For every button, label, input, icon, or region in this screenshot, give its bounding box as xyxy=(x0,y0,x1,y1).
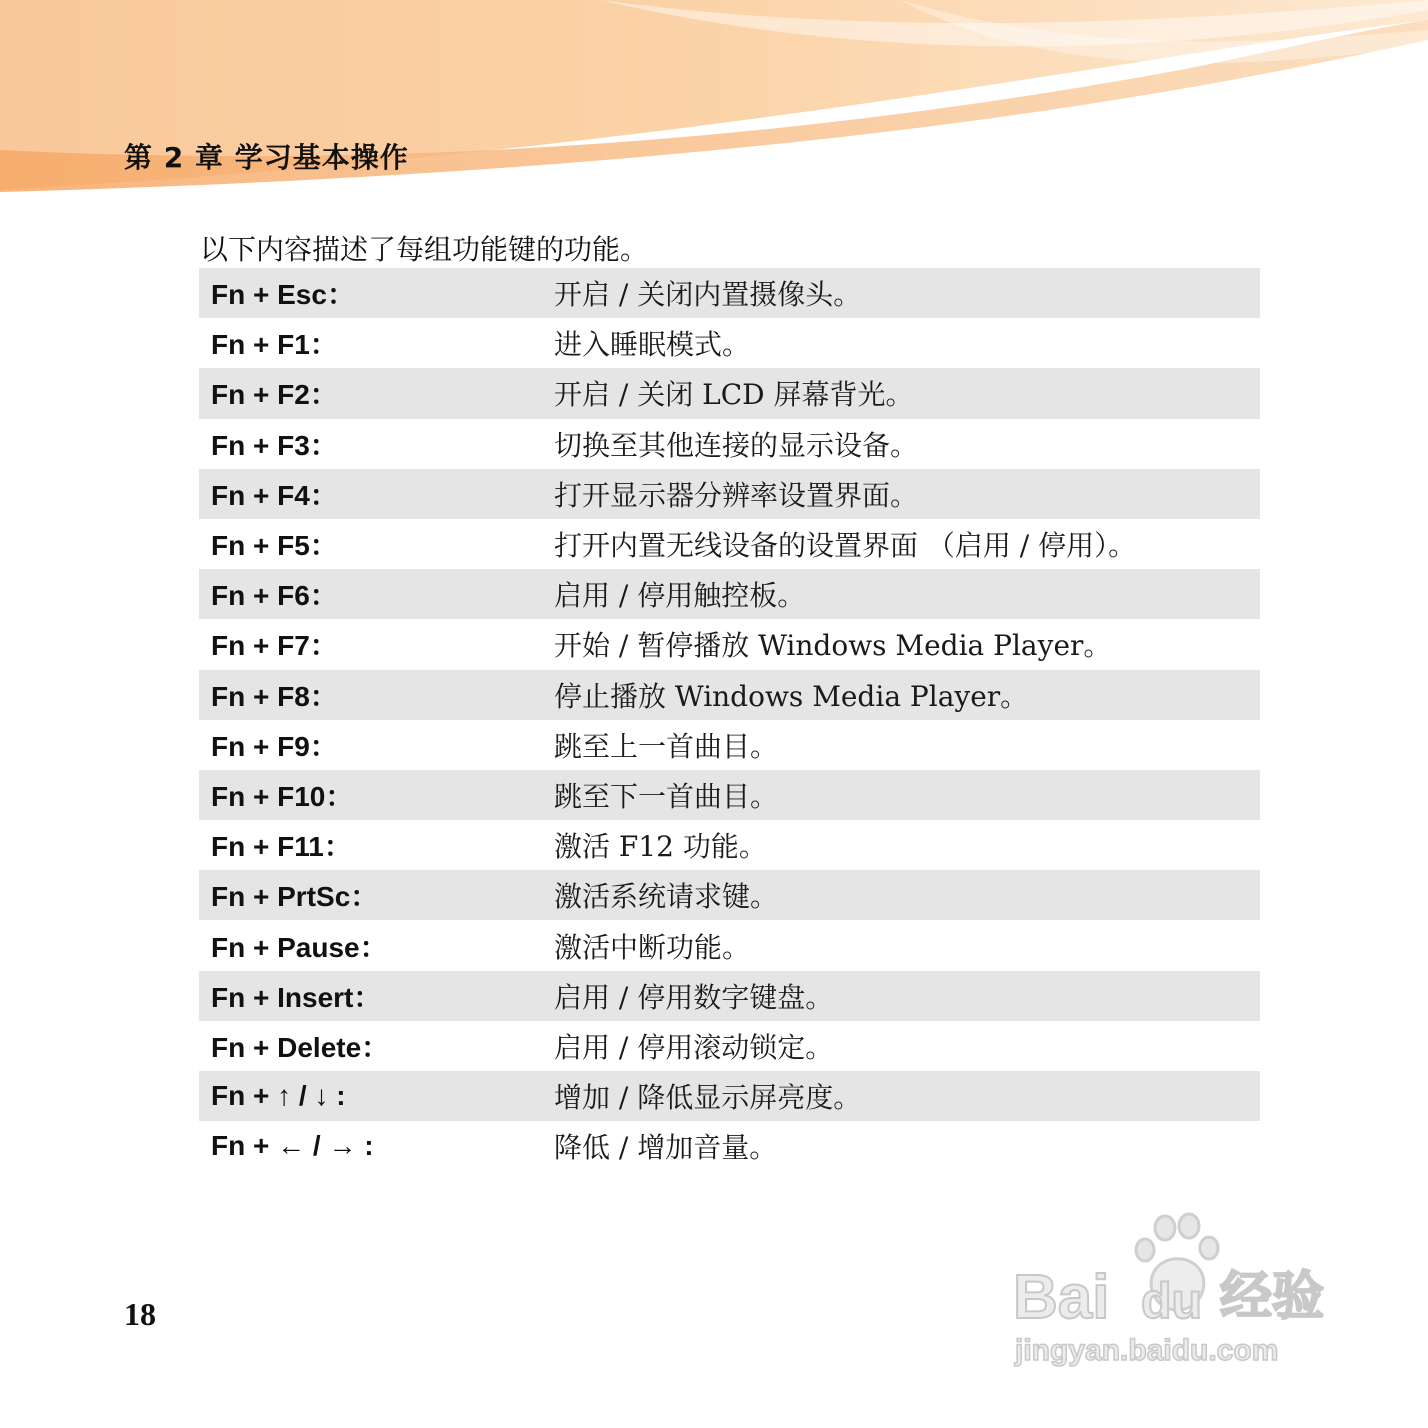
table-row xyxy=(199,870,1260,920)
function-key-table xyxy=(199,268,1260,1171)
key-combo: Fn + F5： xyxy=(211,530,338,562)
key-combo: Fn + Delete： xyxy=(211,1031,390,1063)
key-description: 开启 / 关闭内置摄像头。 xyxy=(554,268,1260,318)
key-combo: Fn + F9： xyxy=(211,730,338,762)
key-description: 跳至下一首曲目。 xyxy=(554,770,1260,820)
table-row xyxy=(199,1071,1260,1121)
chapter-title: 第 2 章 学习基本操作 xyxy=(124,141,409,174)
key-description: 切换至其他连接的显示设备。 xyxy=(554,428,919,462)
table-row xyxy=(199,1021,1260,1071)
key-combo: Fn + F4： xyxy=(199,469,554,519)
table-row xyxy=(199,619,1260,669)
key-description: 激活中断功能。 xyxy=(554,930,751,964)
svg-text:经验: 经验 xyxy=(1220,1267,1325,1327)
key-combo: Fn + ← / → : xyxy=(211,1130,374,1162)
key-combo: Fn + F8： xyxy=(199,670,554,720)
table-row xyxy=(199,318,1260,368)
key-combo: Fn + F7： xyxy=(211,630,338,662)
watermark-url: jingyan.baidu.com xyxy=(1015,1334,1279,1367)
key-description: 跳至上一首曲目。 xyxy=(554,729,779,763)
key-description: 打开显示器分辨率设置界面。 xyxy=(554,469,1260,519)
key-description: 降低 / 增加音量。 xyxy=(554,1131,778,1165)
page-number: 18 xyxy=(124,1296,156,1332)
key-description: 进入睡眠模式。 xyxy=(554,328,751,362)
intro-text: 以下内容描述了每组功能键的功能。 xyxy=(200,233,649,266)
key-description: 启用 / 停用数字键盘。 xyxy=(554,971,1260,1021)
key-combo: Fn + F11： xyxy=(211,831,352,863)
baidu-watermark-logo xyxy=(1005,1210,1350,1375)
svg-text:du: du xyxy=(1141,1273,1203,1329)
key-combo: Fn + F1： xyxy=(211,329,338,361)
key-description: 开始 / 暂停播放 Windows Media Player。 xyxy=(554,629,1112,663)
key-combo: Fn + F3： xyxy=(211,429,338,461)
key-description: 停止播放 Windows Media Player。 xyxy=(554,670,1260,720)
key-description: 激活 F12 功能。 xyxy=(554,830,767,864)
key-combo: Fn + Insert： xyxy=(199,971,554,1021)
key-combo: Fn + F6： xyxy=(199,569,554,619)
table-row xyxy=(199,419,1260,469)
table-row xyxy=(199,368,1260,418)
key-combo: Fn + F10： xyxy=(199,770,554,820)
table-row xyxy=(199,670,1260,720)
svg-text:Bai: Bai xyxy=(1013,1263,1110,1332)
key-description: 激活系统请求键。 xyxy=(554,870,1260,920)
table-row xyxy=(199,1121,1260,1171)
key-description: 打开内置无线设备的设置界面 （启用 / 停用）。 xyxy=(554,529,1137,563)
key-combo: Fn + PrtSc： xyxy=(199,870,554,920)
key-combo: Fn + ↑ / ↓ : xyxy=(199,1071,554,1121)
key-description: 启用 / 停用触控板。 xyxy=(554,569,1260,619)
key-combo: Fn + F2： xyxy=(199,368,554,418)
table-row xyxy=(199,920,1260,970)
key-combo: Fn + Pause： xyxy=(211,931,388,963)
table-row xyxy=(199,569,1260,619)
key-description: 开启 / 关闭 LCD 屏幕背光。 xyxy=(554,368,1260,418)
table-row xyxy=(199,971,1260,1021)
table-row xyxy=(199,820,1260,870)
table-row xyxy=(199,469,1260,519)
table-row xyxy=(199,770,1260,820)
key-description: 启用 / 停用滚动锁定。 xyxy=(554,1030,834,1064)
key-description: 增加 / 降低显示屏亮度。 xyxy=(554,1071,1260,1121)
table-row xyxy=(199,268,1260,318)
table-row xyxy=(199,519,1260,569)
key-combo: Fn + Esc： xyxy=(199,268,554,318)
table-row xyxy=(199,720,1260,770)
